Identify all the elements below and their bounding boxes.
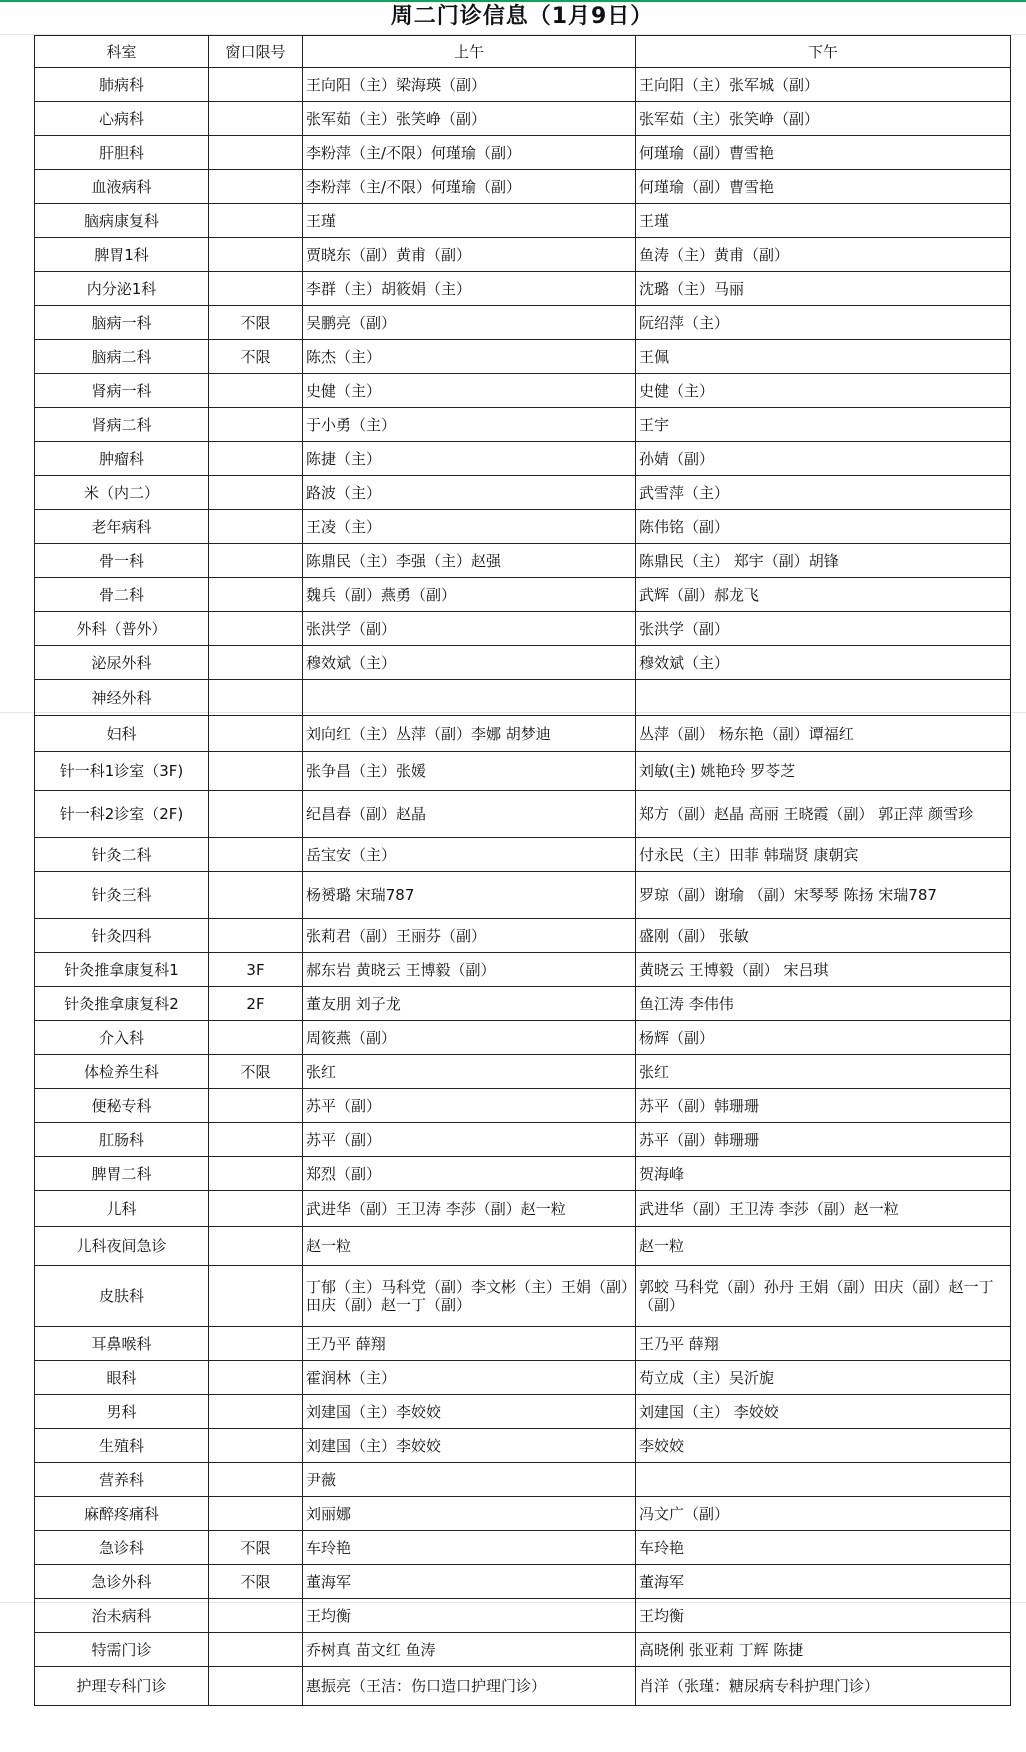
table-row	[35, 716, 1011, 752]
pm-cell: 苏平（副）韩珊珊	[636, 1123, 1011, 1157]
am-cell: 路波（主）	[303, 476, 636, 510]
dept-cell: 脑病一科	[35, 306, 209, 340]
pm-cell: 付永民（主）田菲 韩瑞贤 康朝宾	[636, 838, 1011, 872]
am-cell: 吴鹏亮（副）	[303, 306, 636, 340]
dept-cell: 脾胃二科	[35, 1157, 209, 1191]
table-row	[35, 791, 1011, 838]
limit-cell	[209, 1227, 303, 1266]
pm-cell: 孙婧（副）	[636, 442, 1011, 476]
pm-cell: 贺海峰	[636, 1157, 1011, 1191]
table-row	[35, 646, 1011, 680]
pm-cell: 肖洋（张瑾：糖尿病专科护理门诊）	[636, 1667, 1011, 1706]
am-cell: 丁郁（主）马科党（副）李文彬（主）王娟（副）田庆（副）赵一丁（副）	[303, 1266, 636, 1327]
dept-cell: 神经外科	[35, 680, 209, 716]
am-cell: 王凌（主）	[303, 510, 636, 544]
dept-cell: 特需门诊	[35, 1633, 209, 1667]
table-row	[35, 1497, 1011, 1531]
am-cell: 陈鼎民（主）李强（主）赵强	[303, 544, 636, 578]
am-cell: 刘建国（主）李姣姣	[303, 1395, 636, 1429]
table-row	[35, 1089, 1011, 1123]
dept-cell: 老年病科	[35, 510, 209, 544]
limit-cell	[209, 1123, 303, 1157]
am-cell: 刘丽娜	[303, 1497, 636, 1531]
table-row	[35, 838, 1011, 872]
pm-cell: 刘敏(主) 姚艳玲 罗苓芝	[636, 752, 1011, 791]
header-pm: 下午	[636, 36, 1011, 68]
limit-cell	[209, 716, 303, 752]
limit-cell: 不限	[209, 1531, 303, 1565]
pm-cell: 鱼江涛 李伟伟	[636, 987, 1011, 1021]
dept-cell: 心病科	[35, 102, 209, 136]
am-cell: 惠振亮（王洁：伤口造口护理门诊）	[303, 1667, 636, 1706]
limit-cell	[209, 476, 303, 510]
pm-cell: 张洪学（副）	[636, 612, 1011, 646]
am-cell: 李群（主）胡筱娟（主）	[303, 272, 636, 306]
table-row	[35, 1327, 1011, 1361]
limit-cell	[209, 1497, 303, 1531]
am-cell: 于小勇（主）	[303, 408, 636, 442]
limit-cell: 3F	[209, 953, 303, 987]
dept-cell: 麻醉疼痛科	[35, 1497, 209, 1531]
pm-cell: 穆效斌（主）	[636, 646, 1011, 680]
limit-cell	[209, 872, 303, 919]
am-cell: 纪昌春（副）赵晶	[303, 791, 636, 838]
am-cell: 王瑾	[303, 204, 636, 238]
dept-cell: 妇科	[35, 716, 209, 752]
am-cell: 车玲艳	[303, 1531, 636, 1565]
limit-cell	[209, 238, 303, 272]
table-row	[35, 752, 1011, 791]
am-cell	[303, 680, 636, 716]
limit-cell: 不限	[209, 340, 303, 374]
limit-cell	[209, 1667, 303, 1706]
table-row	[35, 953, 1011, 987]
dept-cell: 针灸推拿康复科2	[35, 987, 209, 1021]
am-cell: 郑烈（副）	[303, 1157, 636, 1191]
limit-cell	[209, 544, 303, 578]
pm-cell: 张红	[636, 1055, 1011, 1089]
limit-cell	[209, 204, 303, 238]
table-row	[35, 1055, 1011, 1089]
table-row	[35, 272, 1011, 306]
pm-cell: 鱼涛（主）黄甫（副）	[636, 238, 1011, 272]
pm-cell: 苟立成（主）吴沂旎	[636, 1361, 1011, 1395]
am-cell: 贾晓东（副）黄甫（副）	[303, 238, 636, 272]
dept-cell: 针一科2诊室（2F)	[35, 791, 209, 838]
dept-cell: 针一科1诊室（3F)	[35, 752, 209, 791]
pm-cell: 何瑾瑜（副）曹雪艳	[636, 170, 1011, 204]
pm-cell: 丛萍（副） 杨东艳（副）谭福红	[636, 716, 1011, 752]
table-row	[35, 306, 1011, 340]
pm-cell: 黄晓云 王博毅（副） 宋吕琪	[636, 953, 1011, 987]
dept-cell: 脑病二科	[35, 340, 209, 374]
limit-cell: 不限	[209, 306, 303, 340]
am-cell: 李粉萍（主/不限）何瑾瑜（副）	[303, 136, 636, 170]
pm-cell: 郑方（副）赵晶 高丽 王晓霞（副） 郭正萍 颜雪珍	[636, 791, 1011, 838]
am-cell: 尹薇	[303, 1463, 636, 1497]
limit-cell	[209, 1191, 303, 1227]
limit-cell	[209, 442, 303, 476]
pm-cell: 阮绍萍（主）	[636, 306, 1011, 340]
table-row	[35, 68, 1011, 102]
am-cell: 董海军	[303, 1565, 636, 1599]
limit-cell	[209, 680, 303, 716]
dept-cell: 儿科夜间急诊	[35, 1227, 209, 1266]
am-cell: 李粉萍（主/不限）何瑾瑜（副）	[303, 170, 636, 204]
table-row	[35, 544, 1011, 578]
pm-cell: 史健（主）	[636, 374, 1011, 408]
dept-cell: 米（内二）	[35, 476, 209, 510]
limit-cell	[209, 578, 303, 612]
table-row	[35, 1667, 1011, 1706]
limit-cell	[209, 838, 303, 872]
table-row	[35, 204, 1011, 238]
am-cell: 霍润林（主）	[303, 1361, 636, 1395]
pm-cell: 王瑾	[636, 204, 1011, 238]
dept-cell: 急诊科	[35, 1531, 209, 1565]
am-cell: 郝东岩 黄晓云 王博毅（副）	[303, 953, 636, 987]
am-cell: 穆效斌（主）	[303, 646, 636, 680]
table-row	[35, 170, 1011, 204]
table-row	[35, 238, 1011, 272]
limit-cell	[209, 1021, 303, 1055]
am-cell: 史健（主）	[303, 374, 636, 408]
dept-cell: 脾胃1科	[35, 238, 209, 272]
pm-cell: 杨辉（副）	[636, 1021, 1011, 1055]
dept-cell: 肿瘤科	[35, 442, 209, 476]
am-cell: 刘建国（主）李姣姣	[303, 1429, 636, 1463]
limit-cell	[209, 1633, 303, 1667]
pm-cell: 车玲艳	[636, 1531, 1011, 1565]
table-row	[35, 1463, 1011, 1497]
table-row	[35, 1633, 1011, 1667]
table-row	[35, 374, 1011, 408]
pm-cell: 王乃平 薛翔	[636, 1327, 1011, 1361]
dept-cell: 肾病二科	[35, 408, 209, 442]
table-row	[35, 987, 1011, 1021]
table-row	[35, 102, 1011, 136]
dept-cell: 皮肤科	[35, 1266, 209, 1327]
pm-cell: 武进华（副）王卫涛 李莎（副）赵一粒	[636, 1191, 1011, 1227]
header-limit: 窗口限号	[209, 36, 303, 68]
limit-cell	[209, 1599, 303, 1633]
table-row	[35, 1227, 1011, 1266]
dept-cell: 急诊外科	[35, 1565, 209, 1599]
pm-cell: 郭蛟 马科党（副）孙丹 王娟（副）田庆（副）赵一丁（副）	[636, 1266, 1011, 1327]
pm-cell: 高晓俐 张亚莉 丁辉 陈捷	[636, 1633, 1011, 1667]
dept-cell: 儿科	[35, 1191, 209, 1227]
table-row	[35, 1123, 1011, 1157]
table-row	[35, 1191, 1011, 1227]
dept-cell: 营养科	[35, 1463, 209, 1497]
dept-cell: 耳鼻喉科	[35, 1327, 209, 1361]
table-row	[35, 1599, 1011, 1633]
am-cell: 刘向红（主）丛萍（副）李娜 胡梦迪	[303, 716, 636, 752]
pm-cell	[636, 1463, 1011, 1497]
limit-cell	[209, 1266, 303, 1327]
limit-cell	[209, 1463, 303, 1497]
pm-cell: 何瑾瑜（副）曹雪艳	[636, 136, 1011, 170]
pm-cell: 王佩	[636, 340, 1011, 374]
dept-cell: 男科	[35, 1395, 209, 1429]
am-cell: 王向阳（主）梁海瑛（副）	[303, 68, 636, 102]
pm-cell: 武雪萍（主）	[636, 476, 1011, 510]
limit-cell	[209, 1361, 303, 1395]
am-cell: 张洪学（副）	[303, 612, 636, 646]
limit-cell: 2F	[209, 987, 303, 1021]
limit-cell	[209, 1327, 303, 1361]
am-cell: 张军茹（主）张笑峥（副）	[303, 102, 636, 136]
limit-cell	[209, 170, 303, 204]
table-row	[35, 1361, 1011, 1395]
dept-cell: 骨二科	[35, 578, 209, 612]
limit-cell: 不限	[209, 1565, 303, 1599]
table-row	[35, 1429, 1011, 1463]
table-row	[35, 578, 1011, 612]
dept-cell: 脑病康复科	[35, 204, 209, 238]
table-row	[35, 1266, 1011, 1327]
dept-cell: 血液病科	[35, 170, 209, 204]
table-row	[35, 136, 1011, 170]
dept-cell: 内分泌1科	[35, 272, 209, 306]
am-cell: 岳宝安（主）	[303, 838, 636, 872]
limit-cell	[209, 68, 303, 102]
pm-cell: 赵一粒	[636, 1227, 1011, 1266]
am-cell: 苏平（副）	[303, 1123, 636, 1157]
am-cell: 张红	[303, 1055, 636, 1089]
pm-cell: 王均衡	[636, 1599, 1011, 1633]
table-row	[35, 919, 1011, 953]
limit-cell	[209, 408, 303, 442]
dept-cell: 护理专科门诊	[35, 1667, 209, 1706]
schedule-body	[35, 68, 1011, 1706]
am-cell: 魏兵（副）燕勇（副）	[303, 578, 636, 612]
dept-cell: 治未病科	[35, 1599, 209, 1633]
pm-cell: 武辉（副）郝龙飞	[636, 578, 1011, 612]
table-row	[35, 1021, 1011, 1055]
dept-cell: 骨一科	[35, 544, 209, 578]
header-dept: 科室	[35, 36, 209, 68]
dept-cell: 肾病一科	[35, 374, 209, 408]
header-am: 上午	[303, 36, 636, 68]
limit-cell	[209, 510, 303, 544]
table-row	[35, 340, 1011, 374]
table-row	[35, 476, 1011, 510]
pm-cell: 刘建国（主） 李姣姣	[636, 1395, 1011, 1429]
am-cell: 陈捷（主）	[303, 442, 636, 476]
am-cell: 苏平（副）	[303, 1089, 636, 1123]
pm-cell	[636, 680, 1011, 716]
clinic-schedule-table	[34, 35, 1011, 1706]
am-cell: 周筱燕（副）	[303, 1021, 636, 1055]
dept-cell: 外科（普外）	[35, 612, 209, 646]
limit-cell	[209, 1157, 303, 1191]
limit-cell	[209, 612, 303, 646]
am-cell: 杨赟璐 宋瑞787	[303, 872, 636, 919]
am-cell: 乔树真 苗文红 鱼涛	[303, 1633, 636, 1667]
dept-cell: 针灸三科	[35, 872, 209, 919]
pm-cell: 冯文广（副）	[636, 1497, 1011, 1531]
table-row	[35, 612, 1011, 646]
limit-cell: 不限	[209, 1055, 303, 1089]
limit-cell	[209, 374, 303, 408]
header-row	[35, 36, 1011, 68]
table-row	[35, 680, 1011, 716]
dept-cell: 体检养生科	[35, 1055, 209, 1089]
limit-cell	[209, 752, 303, 791]
dept-cell: 眼科	[35, 1361, 209, 1395]
pm-cell: 陈伟铭（副）	[636, 510, 1011, 544]
am-cell: 陈杰（主）	[303, 340, 636, 374]
limit-cell	[209, 1395, 303, 1429]
limit-cell	[209, 646, 303, 680]
pm-cell: 沈璐（主）马丽	[636, 272, 1011, 306]
dept-cell: 介入科	[35, 1021, 209, 1055]
limit-cell	[209, 136, 303, 170]
am-cell: 张争昌（主）张媛	[303, 752, 636, 791]
table-row	[35, 1531, 1011, 1565]
table-row	[35, 872, 1011, 919]
pm-cell: 陈鼎民（主） 郑宇（副）胡锋	[636, 544, 1011, 578]
sheet-title: 周二门诊信息（1月9日）	[390, 4, 654, 29]
am-cell: 王均衡	[303, 1599, 636, 1633]
pm-cell: 罗琼（副）谢瑜 （副）宋琴琴 陈扬 宋瑞787	[636, 872, 1011, 919]
limit-cell	[209, 1089, 303, 1123]
pm-cell: 董海军	[636, 1565, 1011, 1599]
table-row	[35, 1157, 1011, 1191]
dept-cell: 便秘专科	[35, 1089, 209, 1123]
limit-cell	[209, 102, 303, 136]
am-cell: 董友朋 刘子龙	[303, 987, 636, 1021]
dept-cell: 肝胆科	[35, 136, 209, 170]
limit-cell	[209, 272, 303, 306]
am-cell: 张莉君（副）王丽芬（副）	[303, 919, 636, 953]
pm-cell: 王宇	[636, 408, 1011, 442]
table-row	[35, 1565, 1011, 1599]
table-row	[35, 442, 1011, 476]
dept-cell: 泌尿外科	[35, 646, 209, 680]
pm-cell: 张军茹（主）张笑峥（副）	[636, 102, 1011, 136]
dept-cell: 肛肠科	[35, 1123, 209, 1157]
pm-cell: 苏平（副）韩珊珊	[636, 1089, 1011, 1123]
pm-cell: 盛刚（副） 张敏	[636, 919, 1011, 953]
table-row	[35, 1395, 1011, 1429]
am-cell: 王乃平 薛翔	[303, 1327, 636, 1361]
limit-cell	[209, 1429, 303, 1463]
pm-cell: 李姣姣	[636, 1429, 1011, 1463]
am-cell: 武进华（副）王卫涛 李莎（副）赵一粒	[303, 1191, 636, 1227]
dept-cell: 肺病科	[35, 68, 209, 102]
table-row	[35, 510, 1011, 544]
limit-cell	[209, 919, 303, 953]
dept-cell: 针灸推拿康复科1	[35, 953, 209, 987]
table-row	[35, 408, 1011, 442]
dept-cell: 针灸四科	[35, 919, 209, 953]
pm-cell: 王向阳（主）张军城（副）	[636, 68, 1011, 102]
am-cell: 赵一粒	[303, 1227, 636, 1266]
dept-cell: 针灸二科	[35, 838, 209, 872]
dept-cell: 生殖科	[35, 1429, 209, 1463]
limit-cell	[209, 791, 303, 838]
